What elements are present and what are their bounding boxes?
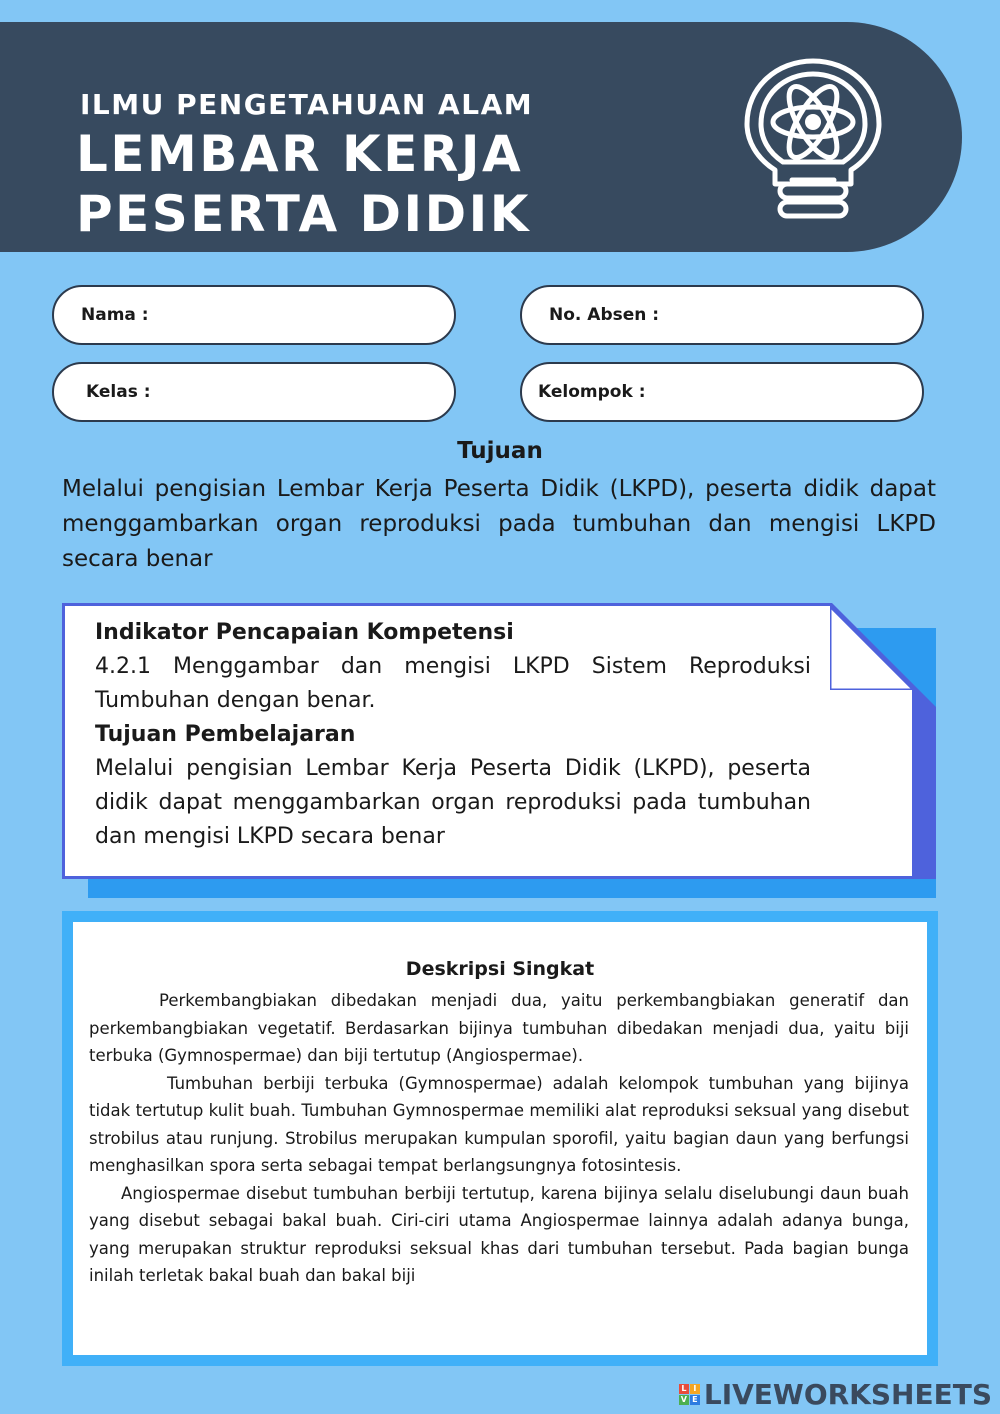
page-title [76,124,531,244]
competency-card-content [95,616,811,854]
subject-label: ILMU PENGETAHUAN ALAM [80,88,534,121]
objective-heading: Tujuan Pembelajaran [95,722,356,747]
goal-text: Melalui pengisian Lembar Kerja Peserta Didik (LKPD), peserta didik dapat menggambarkan organ reproduksi pada tumbuhan dan mengisi LKPD secara benar [62,476,936,572]
page-title-line-2: PESERTA DIDIK [76,185,532,243]
attendance-number-field-label: No. Absen : [549,305,660,325]
brand-mark-letter: E [690,1395,700,1405]
brand-name: LIVEWORKSHEETS [703,1377,992,1411]
class-field[interactable] [52,362,456,422]
description-paragraph: Angiospermae disebut tumbuhan berbiji tertutup, karena bijinya selalu diselubungi daun buah yang disebut sebagai bakal buah. Ciri-ciri utama Angiospermae lainnya adalah adanya bunga, yang merupakan struktur reproduksi seksual khas dari tumbuhan tersebut. Pada bagian bunga inilah terletak bakal buah dan bakal biji [89,1183,909,1285]
liveworksheets-mark-icon [679,1384,700,1405]
liveworksheets-logo[interactable] [679,1378,992,1410]
group-field-label: Kelompok : [538,382,646,402]
description-paragraph: Tumbuhan berbiji terbuka (Gymnospermae) adalah kelompok tumbuhan yang bijinya tidak tertutup kulit buah. Tumbuhan Gymnospermae memiliki alat reproduksi seksual yang disebut strobilus atau runjung. Strobilus merupakan kumpulan sporofil, yaitu bagian daun yang berfungsi menghasilkan spora serta sebagai tempat berlangsungnya fotosintesis. [89,1073,909,1175]
name-field[interactable] [52,285,456,345]
class-field-label: Kelas : [86,382,151,402]
goal-heading: Tujuan [457,438,543,464]
brand-mark-letter: V [680,1394,687,1404]
page-title-line-1: LEMBAR KERJA [76,125,524,183]
page-fold-icon [830,606,914,690]
objective-text: Melalui pengisian Lembar Kerja Peserta Didik (LKPD), peserta didik dapat menggambarkan organ reproduksi pada tumbuhan dan mengisi LKPD secara benar [95,756,811,849]
brand-mark-letter: I [690,1384,700,1394]
description-body [89,987,909,1290]
indicator-heading: Indikator Pencapaian Kompetensi [95,620,514,645]
attendance-number-field[interactable] [520,285,924,345]
description-paragraph: Perkembangbiakan dibedakan menjadi dua, yaitu perkembangbiakan generatif dan perkembangbiakan vegetatif. Berdasarkan bijinya tumbuhan dibedakan menjadi dua, yaitu biji terbuka (Gymnospermae) dan biji tertutup (Angiospermae). [89,991,909,1065]
name-field-label: Nama : [81,305,149,325]
atom-lightbulb-icon [744,58,882,222]
brand-mark-letter: L [679,1384,689,1394]
indicator-text: 4.2.1 Menggambar dan mengisi LKPD Sistem Reproduksi Tumbuhan dengan benar. [95,654,811,713]
description-heading: Deskripsi Singkat [405,958,595,980]
group-field[interactable] [520,362,924,422]
